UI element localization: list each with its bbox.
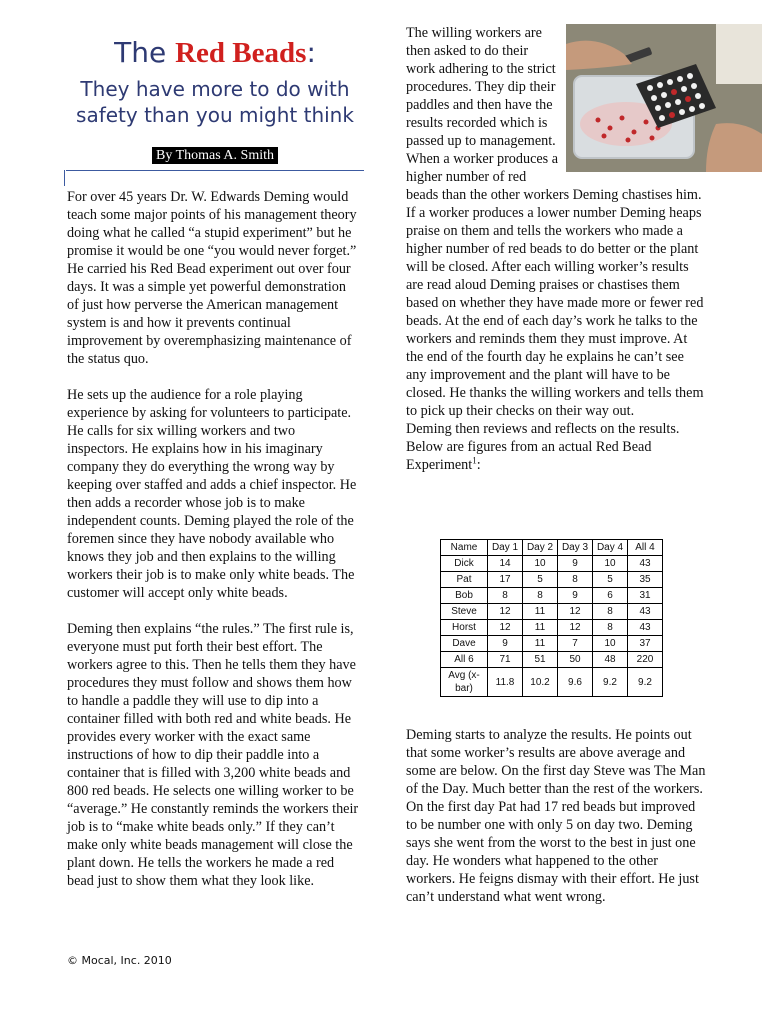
title-highlight: Red Beads: [175, 37, 307, 69]
table-cell: 43: [628, 604, 663, 620]
paragraph: [406, 420, 706, 474]
article-subtitle: They have more to do with safety than you might think: [76, 77, 354, 127]
table-cell: 10: [593, 556, 628, 572]
article-title: [60, 36, 370, 70]
table-header-cell: All 4: [628, 540, 663, 556]
table-cell: 35: [628, 572, 663, 588]
table-cell: Horst: [441, 620, 488, 636]
table-cell: 31: [628, 588, 663, 604]
table-cell: Bob: [441, 588, 488, 604]
table-row: [441, 556, 663, 572]
table-header-cell: Day 2: [523, 540, 558, 556]
table-header-cell: Name: [441, 540, 488, 556]
paragraph-end: :: [476, 457, 481, 473]
table-row: [441, 604, 663, 620]
table-header-cell: Day 3: [558, 540, 593, 556]
paragraph: Deming then explains “the rules.” The first rule is, everyone must put forth their best effort. The workers agree to this. Then he tells them they have procedures they must follow and shows them how to handle a paddle they will use to dip into a container filled with both red and white beads. He provides every worker with the exact same instructions of how to dip their paddle into a container that is filled with 3,200 white beads and 800 red beads. He selects one willing worker to be “average.” He constantly reminds the workers their job is to “make white beads only.” If they can’t make only white beads management will close the plant down. He tells the workers he made a red bead just to show them what they look like.: [67, 621, 359, 889]
paragraph: He sets up the audience for a role playing experience by asking for volunteers to participate. He calls for six willing workers and two inspectors. He explains how in his imaginary company they do everything the wrong way by keeping over staffed and adds a chief inspector. He then adds a recorder whose job is to make independent counts. Deming played the role of the foremen since they have nobody available who knows they job and then explains to the willing workers their job is to make only white beads. The customer will accept only white beads.: [67, 387, 357, 601]
table-cell: Avg (x-bar): [441, 668, 488, 697]
table-cell: 10: [593, 636, 628, 652]
table-row: [441, 636, 663, 652]
table-cell: 8: [593, 604, 628, 620]
table-header-cell: Day 1: [488, 540, 523, 556]
table-cell: 8: [488, 588, 523, 604]
title-prefix: The: [114, 36, 176, 69]
table-header-row: [441, 540, 663, 556]
table-cell: 43: [628, 620, 663, 636]
table-cell: Pat: [441, 572, 488, 588]
table-cell: Steve: [441, 604, 488, 620]
table-cell: 71: [488, 652, 523, 668]
table-row: [441, 588, 663, 604]
paragraph: For over 45 years Dr. W. Edwards Deming would teach some major points of his management theory doing what he called “a stupid experiment” but he promise it would be one “you would never forget.” He carried his Red Bead experiment out over four days. It was a simple yet powerful demonstration of just how perverse the American management system is and how it prevents continual improvement by overemphasizing maintenance of the status quo.: [67, 189, 357, 367]
table-cell: 37: [628, 636, 663, 652]
paragraph: [406, 24, 706, 420]
table-cell: 12: [558, 620, 593, 636]
table-cell: 48: [593, 652, 628, 668]
byline: By Thomas A. Smith: [152, 147, 278, 164]
table-cell: 17: [488, 572, 523, 588]
byline-container: [60, 146, 370, 164]
table-cell: 9.2: [628, 668, 663, 697]
table-cell: 9: [488, 636, 523, 652]
table-cell: 7: [558, 636, 593, 652]
table-cell: All 6: [441, 652, 488, 668]
table-cell: 10.2: [523, 668, 558, 697]
table-cell: 8: [593, 620, 628, 636]
table-cell: 12: [488, 604, 523, 620]
table-row: [441, 652, 663, 668]
paragraph: Deming starts to analyze the results. He points out that some worker’s results are above average and some are below. On the first day Steve was The Man of the Day. Much better than the rest of the workers. On the first day Pat had 17 red beads but improved to be number one with only 5 on day two. Deming says she went from the worst to the best in just one day. He wonders what happened to the other workers. He feigns dismay with their effort. He just can’t understand what went wrong.: [406, 727, 706, 905]
table-cell: 14: [488, 556, 523, 572]
divider-tick: [64, 170, 65, 186]
table-cell: 9.2: [593, 668, 628, 697]
paragraph-text: The willing workers are then asked to do their work adhering to the strict procedures. They dip their paddles and then have the results recorded which is passed up to management. When a worker produces a higher number of red beads than the other workers Deming chastises him. If a worker produces a lower number Deming heaps praise on them and tells the workers who made a higher number of red beads to do better or the plant will be closed. After each willing worker’s results are read aloud Deming praises or chastises them based on whether they have made more or fewer red beads. At the end of each day’s work he talks to the workers and reminds them they must improve. At the end of the fourth day he explains he can’t see any improvement and the plant will have to be closed. He thanks the willing workers and tells them to pick up their checks on their way out.: [406, 25, 704, 419]
table-cell: 9.6: [558, 668, 593, 697]
table-cell: 50: [558, 652, 593, 668]
table-cell: 6: [593, 588, 628, 604]
table-cell: 11: [523, 620, 558, 636]
table-cell: 11: [523, 604, 558, 620]
red-bead-paddle-photo: [566, 24, 762, 172]
table-cell: 12: [558, 604, 593, 620]
table-header-cell: Day 4: [593, 540, 628, 556]
title-suffix: :: [306, 36, 316, 69]
table-cell: 9: [558, 588, 593, 604]
results-table: [440, 539, 663, 697]
right-column-bottom: [406, 726, 706, 906]
table-cell: 220: [628, 652, 663, 668]
table-cell: 12: [488, 620, 523, 636]
table-cell: Dave: [441, 636, 488, 652]
table-cell: 11.8: [488, 668, 523, 697]
table-row: [441, 668, 663, 697]
table-row: [441, 572, 663, 588]
table-cell: 11: [523, 636, 558, 652]
table-cell: 5: [523, 572, 558, 588]
table-cell: 43: [628, 556, 663, 572]
table-cell: 10: [523, 556, 558, 572]
table-cell: 51: [523, 652, 558, 668]
table-cell: Dick: [441, 556, 488, 572]
footnote-mark: 1: [472, 455, 477, 466]
table-cell: 8: [558, 572, 593, 588]
table-cell: 8: [523, 588, 558, 604]
table-cell: 9: [558, 556, 593, 572]
table-row: [441, 620, 663, 636]
copyright-footer: © Mocal, Inc. 2010: [67, 954, 172, 967]
right-column: [406, 24, 706, 474]
table-cell: 5: [593, 572, 628, 588]
divider-line: [66, 170, 364, 171]
paragraph-text: Deming then reviews and reflects on the results. Below are figures from an actual Red Bead Experiment: [406, 421, 680, 473]
left-column: [67, 188, 359, 908]
